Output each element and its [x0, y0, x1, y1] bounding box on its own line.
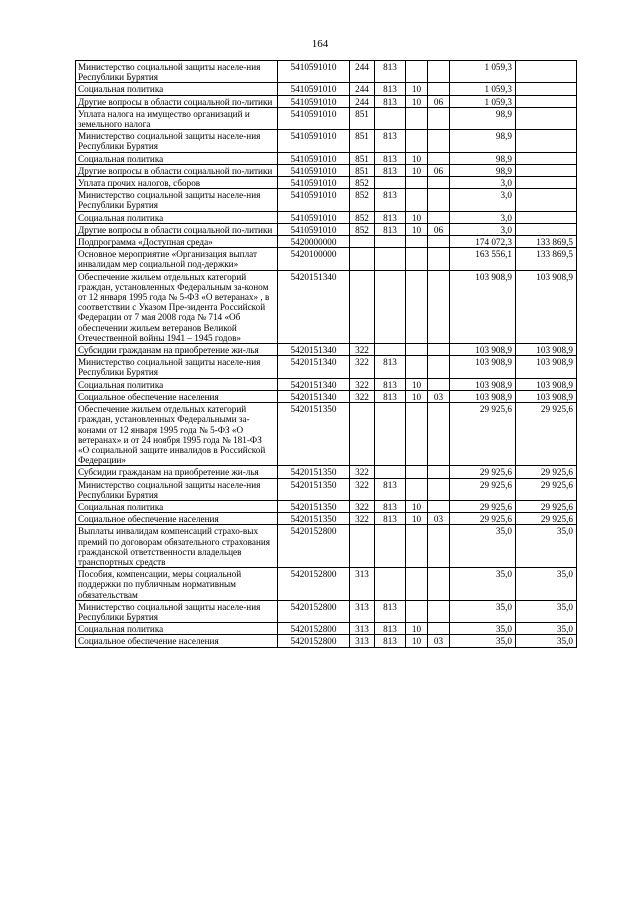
row-target-article: 5410591010 [278, 83, 350, 95]
row-subsection-code [428, 177, 450, 189]
row-subsection-code [428, 189, 450, 211]
row-administrator-code: 813 [375, 378, 406, 390]
row-name: Министерство социальной защиты населе-ния Республики Бурятия [76, 189, 278, 211]
row-section-code [406, 236, 428, 248]
row-amount-second-year: 29 925,6 [516, 500, 577, 512]
row-amount-first-year: 29 925,6 [450, 478, 516, 500]
row-name: Обеспечение жильем отдельных категорий граждан, установленных Федеральными за-конами от 12 января 1995 года № 5-ФЗ «О ветеранах» и от 24 ноября 1995 года № 181-ФЗ «О социальной защите инвалидов в Российской Федерации» [76, 403, 278, 466]
row-subsection-code [428, 466, 450, 478]
row-target-article: 5410591010 [278, 177, 350, 189]
table-row [76, 513, 577, 525]
row-amount-second-year: 103 908,9 [516, 344, 577, 356]
row-section-code [406, 189, 428, 211]
row-expense-type: 313 [350, 623, 375, 635]
row-subsection-code [428, 403, 450, 466]
row-expense-type [350, 236, 375, 248]
table-row [76, 344, 577, 356]
row-amount-second-year: 35,0 [516, 635, 577, 647]
row-target-article: 5410591010 [278, 107, 350, 129]
row-amount-second-year [516, 83, 577, 95]
row-amount-first-year: 1 059,3 [450, 95, 516, 107]
row-subsection-code: 06 [428, 164, 450, 176]
row-administrator-code: 813 [375, 500, 406, 512]
row-amount-second-year [516, 211, 577, 223]
row-amount-first-year: 35,0 [450, 568, 516, 601]
row-amount-first-year: 98,9 [450, 130, 516, 152]
row-amount-second-year [516, 223, 577, 235]
row-target-article: 5420152800 [278, 568, 350, 601]
row-target-article: 5420151350 [278, 500, 350, 512]
row-name: Министерство социальной защиты населе-ния Республики Бурятия [76, 61, 278, 83]
row-target-article: 5420151340 [278, 344, 350, 356]
row-expense-type: 313 [350, 635, 375, 647]
row-administrator-code [375, 403, 406, 466]
row-amount-second-year: 35,0 [516, 568, 577, 601]
row-amount-second-year: 29 925,6 [516, 403, 577, 466]
row-target-article: 5410591010 [278, 95, 350, 107]
row-section-code: 10 [406, 223, 428, 235]
row-amount-first-year: 1 059,3 [450, 61, 516, 83]
row-name: Субсидии гражданам на приобретение жи-лья [76, 466, 278, 478]
row-amount-second-year [516, 95, 577, 107]
row-subsection-code [428, 500, 450, 512]
row-amount-first-year: 163 556,1 [450, 248, 516, 270]
row-name: Обеспечение жильем отдельных категорий граждан, установленных Федеральным за-коном от 12 января 1995 года № 5-ФЗ «О ветеранах» , в соответствии с Указом Пре-зидента Российской Федерации от 7 мая 2008 года № 714 «Об обеспечении жильем ветеранов Великой Отечественной войны 1941 – 1945 годов» [76, 270, 278, 343]
table-row [76, 356, 577, 378]
row-administrator-code: 813 [375, 130, 406, 152]
row-section-code: 10 [406, 164, 428, 176]
row-expense-type: 244 [350, 83, 375, 95]
table-row [76, 130, 577, 152]
row-expense-type: 244 [350, 61, 375, 83]
row-amount-second-year [516, 152, 577, 164]
table-row [76, 378, 577, 390]
row-subsection-code [428, 61, 450, 83]
row-subsection-code [428, 83, 450, 95]
row-subsection-code [428, 356, 450, 378]
row-amount-first-year: 98,9 [450, 164, 516, 176]
row-section-code [406, 177, 428, 189]
row-amount-first-year: 1 059,3 [450, 83, 516, 95]
row-expense-type [350, 270, 375, 343]
row-name: Социальная политика [76, 83, 278, 95]
table-row [76, 177, 577, 189]
row-amount-first-year: 3,0 [450, 223, 516, 235]
row-target-article: 5420151350 [278, 513, 350, 525]
row-section-code: 10 [406, 83, 428, 95]
row-target-article: 5420152800 [278, 635, 350, 647]
table-row [76, 152, 577, 164]
row-amount-first-year: 103 908,9 [450, 270, 516, 343]
row-administrator-code: 813 [375, 61, 406, 83]
row-administrator-code [375, 236, 406, 248]
table-row [76, 83, 577, 95]
table-row [76, 635, 577, 647]
row-target-article: 5420151340 [278, 270, 350, 343]
table-row [76, 236, 577, 248]
row-name: Социальное обеспечение населения [76, 635, 278, 647]
row-amount-second-year: 29 925,6 [516, 513, 577, 525]
row-name: Основное мероприятие «Организация выплат инвалидам мер социальной под-держки» [76, 248, 278, 270]
row-section-code [406, 568, 428, 601]
row-subsection-code [428, 525, 450, 568]
row-amount-second-year [516, 130, 577, 152]
row-amount-first-year: 3,0 [450, 211, 516, 223]
row-name: Социальное обеспечение населения [76, 390, 278, 402]
row-amount-second-year: 103 908,9 [516, 378, 577, 390]
row-name: Социальная политика [76, 500, 278, 512]
row-section-code [406, 61, 428, 83]
row-name: Министерство социальной защиты населе-ния Республики Бурятия [76, 130, 278, 152]
row-subsection-code [428, 236, 450, 248]
row-section-code: 10 [406, 95, 428, 107]
row-amount-first-year: 29 925,6 [450, 500, 516, 512]
row-administrator-code [375, 568, 406, 601]
page-number: 164 [311, 38, 329, 50]
row-subsection-code [428, 378, 450, 390]
row-amount-second-year [516, 164, 577, 176]
row-section-code [406, 600, 428, 622]
row-amount-first-year: 103 908,9 [450, 356, 516, 378]
row-name: Социальная политика [76, 152, 278, 164]
row-target-article: 5420151340 [278, 390, 350, 402]
table-row [76, 248, 577, 270]
row-amount-second-year: 133 869,5 [516, 236, 577, 248]
row-target-article: 5410591010 [278, 152, 350, 164]
row-name: Министерство социальной защиты населе-ния Республики Бурятия [76, 478, 278, 500]
row-subsection-code [428, 344, 450, 356]
row-target-article: 5420152800 [278, 525, 350, 568]
row-expense-type: 852 [350, 177, 375, 189]
row-administrator-code: 813 [375, 189, 406, 211]
row-target-article: 5420151340 [278, 378, 350, 390]
row-amount-second-year [516, 107, 577, 129]
row-amount-second-year: 29 925,6 [516, 466, 577, 478]
row-expense-type: 851 [350, 164, 375, 176]
row-amount-second-year: 29 925,6 [516, 478, 577, 500]
row-section-code: 10 [406, 390, 428, 402]
row-subsection-code [428, 478, 450, 500]
row-subsection-code [428, 248, 450, 270]
row-section-code: 10 [406, 152, 428, 164]
row-expense-type: 851 [350, 130, 375, 152]
row-target-article: 5410591010 [278, 61, 350, 83]
row-section-code: 10 [406, 378, 428, 390]
table-row [76, 390, 577, 402]
row-amount-second-year [516, 61, 577, 83]
row-section-code: 10 [406, 500, 428, 512]
row-subsection-code: 03 [428, 390, 450, 402]
table-row [76, 500, 577, 512]
row-expense-type [350, 403, 375, 466]
row-target-article: 5420152800 [278, 623, 350, 635]
row-administrator-code: 813 [375, 164, 406, 176]
row-subsection-code [428, 152, 450, 164]
budget-table [75, 60, 577, 648]
row-target-article: 5410591010 [278, 130, 350, 152]
row-target-article: 5420151340 [278, 356, 350, 378]
row-subsection-code: 06 [428, 223, 450, 235]
row-name: Социальное обеспечение населения [76, 513, 278, 525]
row-amount-first-year: 103 908,9 [450, 378, 516, 390]
row-section-code: 10 [406, 623, 428, 635]
row-amount-first-year: 103 908,9 [450, 390, 516, 402]
row-name: Пособия, компенсации, меры социальной поддержки по публичным нормативным обязательствам [76, 568, 278, 601]
row-amount-second-year: 133 869,5 [516, 248, 577, 270]
row-expense-type: 852 [350, 189, 375, 211]
row-amount-first-year: 98,9 [450, 152, 516, 164]
row-section-code [406, 344, 428, 356]
row-amount-first-year: 3,0 [450, 189, 516, 211]
row-target-article: 5420100000 [278, 248, 350, 270]
row-administrator-code: 813 [375, 390, 406, 402]
row-expense-type: 322 [350, 344, 375, 356]
row-expense-type: 322 [350, 500, 375, 512]
row-expense-type: 322 [350, 466, 375, 478]
row-administrator-code [375, 466, 406, 478]
row-name: Министерство социальной защиты населе-ния Республики Бурятия [76, 600, 278, 622]
row-name: Выплаты инвалидам компенсаций страхо-вых премий по договорам обязательного страхования гражданской ответственности владельцев транспортных средств [76, 525, 278, 568]
row-name: Уплата прочих налогов, сборов [76, 177, 278, 189]
row-administrator-code [375, 107, 406, 129]
row-administrator-code: 813 [375, 600, 406, 622]
row-expense-type: 322 [350, 478, 375, 500]
row-section-code [406, 525, 428, 568]
row-amount-first-year: 35,0 [450, 600, 516, 622]
row-subsection-code: 03 [428, 513, 450, 525]
row-expense-type: 322 [350, 378, 375, 390]
table-row [76, 568, 577, 601]
row-target-article: 5420151350 [278, 466, 350, 478]
row-amount-first-year: 35,0 [450, 623, 516, 635]
row-section-code [406, 107, 428, 129]
row-expense-type: 322 [350, 513, 375, 525]
table-row [76, 95, 577, 107]
row-expense-type: 244 [350, 95, 375, 107]
row-name: Подпрограмма «Доступная среда» [76, 236, 278, 248]
row-administrator-code [375, 525, 406, 568]
row-administrator-code: 813 [375, 513, 406, 525]
row-administrator-code: 813 [375, 211, 406, 223]
row-amount-second-year: 103 908,9 [516, 356, 577, 378]
row-section-code: 10 [406, 513, 428, 525]
row-target-article: 5410591010 [278, 189, 350, 211]
budget-table-body [76, 61, 577, 648]
row-amount-second-year: 35,0 [516, 600, 577, 622]
row-target-article: 5410591010 [278, 223, 350, 235]
row-name: Уплата налога на имущество организаций и земельного налога [76, 107, 278, 129]
row-subsection-code [428, 211, 450, 223]
row-administrator-code: 813 [375, 356, 406, 378]
row-expense-type: 322 [350, 390, 375, 402]
table-row [76, 478, 577, 500]
row-amount-first-year: 3,0 [450, 177, 516, 189]
row-amount-first-year: 98,9 [450, 107, 516, 129]
row-name: Социальная политика [76, 378, 278, 390]
row-name: Другие вопросы в области социальной по-литики [76, 223, 278, 235]
row-amount-second-year [516, 177, 577, 189]
row-subsection-code [428, 130, 450, 152]
row-section-code [406, 270, 428, 343]
row-subsection-code [428, 600, 450, 622]
row-name: Социальная политика [76, 211, 278, 223]
row-section-code: 10 [406, 635, 428, 647]
table-row [76, 403, 577, 466]
row-amount-first-year: 35,0 [450, 525, 516, 568]
row-administrator-code: 813 [375, 623, 406, 635]
row-administrator-code: 813 [375, 478, 406, 500]
row-administrator-code [375, 248, 406, 270]
table-row [76, 223, 577, 235]
row-amount-first-year: 103 908,9 [450, 344, 516, 356]
row-name: Другие вопросы в области социальной по-литики [76, 95, 278, 107]
row-target-article: 5420000000 [278, 236, 350, 248]
row-expense-type: 313 [350, 568, 375, 601]
table-row [76, 525, 577, 568]
row-subsection-code [428, 623, 450, 635]
row-section-code [406, 403, 428, 466]
row-target-article: 5420151350 [278, 403, 350, 466]
row-administrator-code: 813 [375, 635, 406, 647]
row-section-code [406, 130, 428, 152]
row-subsection-code [428, 568, 450, 601]
table-row [76, 164, 577, 176]
row-expense-type: 322 [350, 356, 375, 378]
row-expense-type: 852 [350, 211, 375, 223]
table-row [76, 107, 577, 129]
table-row [76, 211, 577, 223]
row-amount-first-year: 29 925,6 [450, 513, 516, 525]
row-amount-first-year: 174 072,3 [450, 236, 516, 248]
row-administrator-code: 813 [375, 223, 406, 235]
row-amount-first-year: 35,0 [450, 635, 516, 647]
row-amount-second-year: 103 908,9 [516, 270, 577, 343]
row-section-code [406, 248, 428, 270]
row-subsection-code [428, 107, 450, 129]
table-row [76, 61, 577, 83]
row-target-article: 5420152800 [278, 600, 350, 622]
row-amount-second-year [516, 189, 577, 211]
row-amount-second-year: 35,0 [516, 525, 577, 568]
row-name: Министерство социальной защиты населе-ния Республики Бурятия [76, 356, 278, 378]
row-administrator-code [375, 177, 406, 189]
table-row [76, 189, 577, 211]
row-target-article: 5410591010 [278, 211, 350, 223]
row-subsection-code: 03 [428, 635, 450, 647]
row-subsection-code: 06 [428, 95, 450, 107]
row-administrator-code [375, 344, 406, 356]
row-amount-second-year: 35,0 [516, 623, 577, 635]
row-name: Субсидии гражданам на приобретение жи-лья [76, 344, 278, 356]
row-expense-type: 313 [350, 600, 375, 622]
row-administrator-code: 813 [375, 95, 406, 107]
row-section-code [406, 356, 428, 378]
row-subsection-code [428, 270, 450, 343]
row-amount-first-year: 29 925,6 [450, 466, 516, 478]
row-name: Другие вопросы в области социальной по-литики [76, 164, 278, 176]
row-amount-first-year: 29 925,6 [450, 403, 516, 466]
row-amount-second-year: 103 908,9 [516, 390, 577, 402]
row-expense-type: 851 [350, 152, 375, 164]
row-administrator-code [375, 270, 406, 343]
row-expense-type: 852 [350, 223, 375, 235]
row-target-article: 5420151350 [278, 478, 350, 500]
row-expense-type [350, 525, 375, 568]
row-section-code [406, 466, 428, 478]
row-section-code: 10 [406, 211, 428, 223]
row-administrator-code: 813 [375, 152, 406, 164]
row-expense-type: 851 [350, 107, 375, 129]
table-row [76, 623, 577, 635]
row-target-article: 5410591010 [278, 164, 350, 176]
table-row [76, 466, 577, 478]
row-name: Социальная политика [76, 623, 278, 635]
row-administrator-code: 813 [375, 83, 406, 95]
row-section-code [406, 478, 428, 500]
table-row [76, 270, 577, 343]
table-row [76, 600, 577, 622]
row-expense-type [350, 248, 375, 270]
